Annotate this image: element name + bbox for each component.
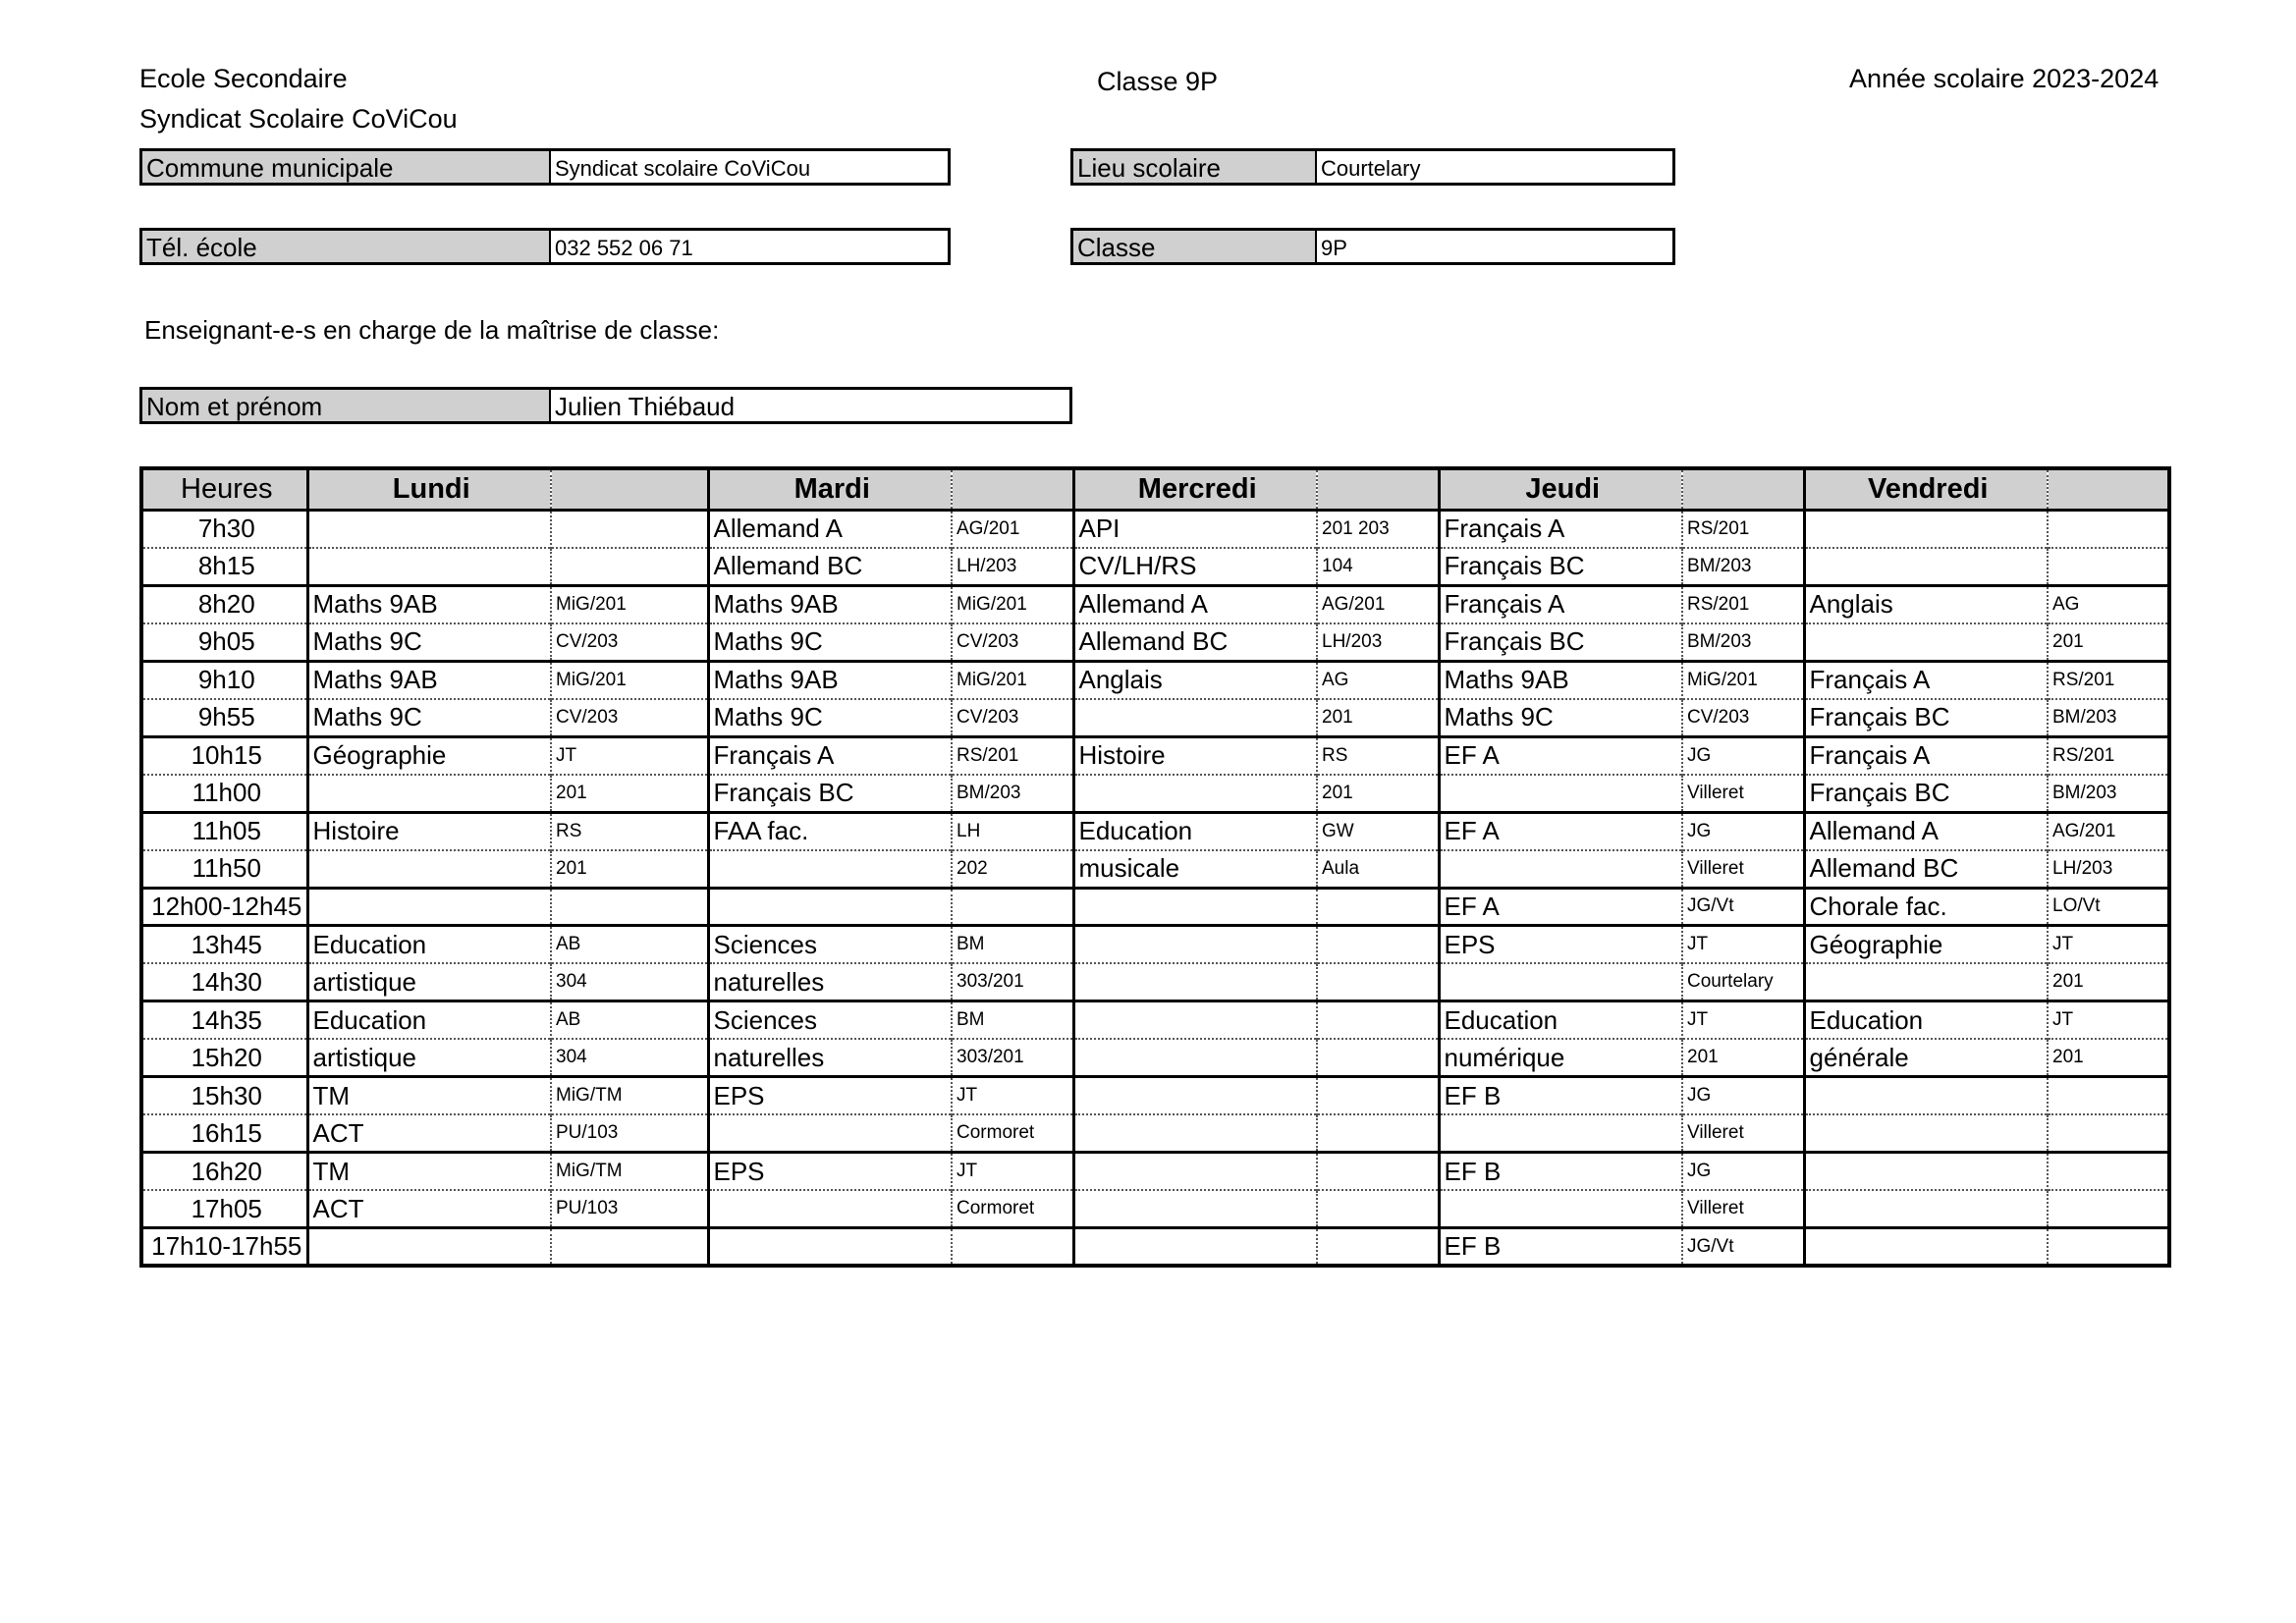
schedule-row: [141, 736, 2169, 775]
lieu-value: Courtelary: [1321, 156, 1421, 181]
subject-cell: Maths 9C: [307, 623, 551, 662]
subject-cell: Allemand A: [708, 510, 952, 548]
subject-cell: [307, 1228, 551, 1267]
room-cell: JT: [2048, 1001, 2169, 1040]
room-cell: [551, 510, 708, 548]
subject-cell: Français A: [1439, 510, 1682, 548]
room-cell: [551, 1228, 708, 1267]
room-cell: AB: [551, 926, 708, 964]
subject-cell: [1804, 1077, 2048, 1115]
time-cell: 17h10-17h55: [141, 1228, 307, 1267]
subject-cell: [307, 775, 551, 813]
room-cell: 201 203: [1317, 510, 1439, 548]
subject-cell: TM: [307, 1077, 551, 1115]
class-title: Classe 9P: [1097, 67, 1219, 96]
subject-cell: [1073, 1077, 1317, 1115]
tel-value: 032 552 06 71: [555, 236, 693, 260]
room-cell: BM: [952, 926, 1073, 964]
time-cell: 9h05: [141, 623, 307, 662]
room-cell: Villeret: [1682, 775, 1804, 813]
time-cell: 7h30: [141, 510, 307, 548]
room-cell: [2048, 510, 2169, 548]
time-cell: 16h20: [141, 1153, 307, 1191]
room-cell: RS: [551, 812, 708, 850]
lieu-label: Lieu scolaire: [1073, 151, 1317, 183]
room-cell: MiG/TM: [551, 1153, 708, 1191]
subject-cell: EF A: [1439, 888, 1682, 926]
day-header-vendredi: Vendredi: [1804, 468, 2048, 510]
subject-cell: Allemand BC: [708, 548, 952, 586]
room-cell: MiG/201: [551, 661, 708, 699]
subject-cell: Français A: [1804, 661, 2048, 699]
subject-cell: [1439, 963, 1682, 1001]
schedule-row: [141, 963, 2169, 1001]
room-cell: Cormoret: [952, 1114, 1073, 1153]
subject-cell: générale: [1804, 1039, 2048, 1077]
subject-cell: Maths 9C: [708, 699, 952, 737]
room-cell: MiG/201: [952, 585, 1073, 623]
room-cell: 304: [551, 963, 708, 1001]
room-cell: JT: [551, 736, 708, 775]
room-cell: JT: [952, 1153, 1073, 1191]
room-cell: Villeret: [1682, 1114, 1804, 1153]
subject-cell: [307, 888, 551, 926]
room-cell: BM/203: [1682, 548, 1804, 586]
day-header-spacer: [1682, 468, 1804, 510]
room-cell: LH: [952, 812, 1073, 850]
subject-cell: EPS: [708, 1077, 952, 1115]
subject-cell: Allemand BC: [1804, 850, 2048, 889]
subject-cell: CV/LH/RS: [1073, 548, 1317, 586]
room-cell: LH/203: [952, 548, 1073, 586]
schedule-row: [141, 1228, 2169, 1267]
schedule-row: [141, 775, 2169, 813]
room-cell: BM/203: [2048, 699, 2169, 737]
room-cell: [952, 1228, 1073, 1267]
room-cell: [1317, 1077, 1439, 1115]
room-cell: MiG/201: [1682, 661, 1804, 699]
day-header-spacer: [952, 468, 1073, 510]
room-cell: RS/201: [952, 736, 1073, 775]
subject-cell: [1073, 699, 1317, 737]
room-cell: [551, 888, 708, 926]
room-cell: JG: [1682, 1153, 1804, 1191]
schedule-table: [139, 466, 2171, 1268]
room-cell: JG: [1682, 812, 1804, 850]
subject-cell: Maths 9AB: [708, 661, 952, 699]
subject-cell: [1804, 1114, 2048, 1153]
room-cell: [2048, 1228, 2169, 1267]
room-cell: JG/Vt: [1682, 888, 1804, 926]
subject-cell: [708, 1190, 952, 1228]
room-cell: 202: [952, 850, 1073, 889]
subject-cell: [1073, 888, 1317, 926]
subject-cell: artistique: [307, 963, 551, 1001]
subject-cell: [1804, 548, 2048, 586]
room-cell: 201: [551, 850, 708, 889]
time-cell: 8h15: [141, 548, 307, 586]
room-cell: BM/203: [2048, 775, 2169, 813]
subject-cell: Histoire: [1073, 736, 1317, 775]
nom-label: Nom et prénom: [142, 390, 551, 421]
subject-cell: [1439, 850, 1682, 889]
subject-cell: Français BC: [1439, 548, 1682, 586]
subject-cell: [1804, 623, 2048, 662]
schedule-row: [141, 1077, 2169, 1115]
time-cell: 15h30: [141, 1077, 307, 1115]
room-cell: AG/201: [952, 510, 1073, 548]
subject-cell: Maths 9AB: [708, 585, 952, 623]
room-cell: LH/203: [1317, 623, 1439, 662]
header-row: [141, 468, 2169, 510]
room-cell: RS/201: [1682, 510, 1804, 548]
subject-cell: Maths 9AB: [1439, 661, 1682, 699]
subject-cell: [1073, 1001, 1317, 1040]
room-cell: CV/203: [551, 623, 708, 662]
subject-cell: [1804, 1228, 2048, 1267]
subject-cell: Français BC: [1804, 699, 2048, 737]
subject-cell: EF B: [1439, 1228, 1682, 1267]
schedule-row: [141, 888, 2169, 926]
subject-cell: [1073, 775, 1317, 813]
subject-cell: TM: [307, 1153, 551, 1191]
room-cell: JG/Vt: [1682, 1228, 1804, 1267]
classe-label: Classe: [1073, 231, 1317, 262]
day-header-lundi: Lundi: [307, 468, 551, 510]
commune-value: Syndicat scolaire CoViCou: [555, 156, 811, 181]
room-cell: [2048, 1153, 2169, 1191]
room-cell: [1317, 888, 1439, 926]
room-cell: 201: [2048, 623, 2169, 662]
room-cell: CV/203: [1682, 699, 1804, 737]
subject-cell: artistique: [307, 1039, 551, 1077]
subject-cell: Sciences: [708, 926, 952, 964]
schedule-row: [141, 585, 2169, 623]
room-cell: [2048, 1077, 2169, 1115]
room-cell: AG/201: [2048, 812, 2169, 850]
room-cell: RS/201: [2048, 661, 2169, 699]
room-cell: JT: [1682, 926, 1804, 964]
time-cell: 12h00-12h45: [141, 888, 307, 926]
subject-cell: EF A: [1439, 812, 1682, 850]
time-cell: 14h30: [141, 963, 307, 1001]
school-name: Ecole Secondaire: [139, 64, 348, 93]
schedule-row: [141, 812, 2169, 850]
room-cell: [1317, 1001, 1439, 1040]
room-cell: AB: [551, 1001, 708, 1040]
maitrise-text: Enseignant-e-s en charge de la maîtrise de classe:: [144, 315, 720, 345]
time-cell: 17h05: [141, 1190, 307, 1228]
subject-cell: [1073, 1190, 1317, 1228]
room-cell: JG: [1682, 1077, 1804, 1115]
room-cell: 104: [1317, 548, 1439, 586]
subject-cell: [1073, 1153, 1317, 1191]
subject-cell: Anglais: [1804, 585, 2048, 623]
room-cell: GW: [1317, 812, 1439, 850]
room-cell: [1317, 1114, 1439, 1153]
time-cell: 16h15: [141, 1114, 307, 1153]
tel-label: Tél. école: [142, 231, 551, 262]
lieu-box: [1070, 148, 1675, 186]
room-cell: 201: [1317, 775, 1439, 813]
room-cell: PU/103: [551, 1114, 708, 1153]
subject-cell: EF A: [1439, 736, 1682, 775]
hours-header: Heures: [141, 468, 307, 510]
room-cell: [2048, 1190, 2169, 1228]
room-cell: Cormoret: [952, 1190, 1073, 1228]
subject-cell: Français A: [708, 736, 952, 775]
room-cell: RS/201: [2048, 736, 2169, 775]
subject-cell: naturelles: [708, 1039, 952, 1077]
subject-cell: Allemand A: [1073, 585, 1317, 623]
room-cell: Courtelary: [1682, 963, 1804, 1001]
day-header-spacer: [551, 468, 708, 510]
room-cell: MiG/201: [952, 661, 1073, 699]
subject-cell: naturelles: [708, 963, 952, 1001]
classe-value: 9P: [1321, 236, 1347, 260]
subject-cell: [1073, 963, 1317, 1001]
day-header-spacer: [2048, 468, 2169, 510]
room-cell: RS: [1317, 736, 1439, 775]
room-cell: JT: [952, 1077, 1073, 1115]
time-cell: 14h35: [141, 1001, 307, 1040]
room-cell: MiG/TM: [551, 1077, 708, 1115]
subject-cell: [1439, 1114, 1682, 1153]
time-cell: 11h05: [141, 812, 307, 850]
subject-cell: Chorale fac.: [1804, 888, 2048, 926]
subject-cell: [1073, 926, 1317, 964]
subject-cell: Histoire: [307, 812, 551, 850]
day-header-mercredi: Mercredi: [1073, 468, 1317, 510]
room-cell: [952, 888, 1073, 926]
day-header-jeudi: Jeudi: [1439, 468, 1682, 510]
room-cell: AG/201: [1317, 585, 1439, 623]
room-cell: Aula: [1317, 850, 1439, 889]
subject-cell: [708, 1114, 952, 1153]
subject-cell: Français BC: [1439, 623, 1682, 662]
time-cell: 13h45: [141, 926, 307, 964]
nom-box: [139, 387, 1072, 424]
room-cell: [551, 548, 708, 586]
subject-cell: Sciences: [708, 1001, 952, 1040]
subject-cell: [708, 1228, 952, 1267]
room-cell: [1317, 1228, 1439, 1267]
subject-cell: ACT: [307, 1114, 551, 1153]
subject-cell: [1804, 510, 2048, 548]
room-cell: [1317, 963, 1439, 1001]
schedule-row: [141, 850, 2169, 889]
classe-box: [1070, 228, 1675, 265]
room-cell: JT: [2048, 926, 2169, 964]
room-cell: Villeret: [1682, 1190, 1804, 1228]
subject-cell: [708, 888, 952, 926]
subject-cell: EF B: [1439, 1077, 1682, 1115]
room-cell: CV/203: [551, 699, 708, 737]
time-cell: 10h15: [141, 736, 307, 775]
subject-cell: Français BC: [1804, 775, 2048, 813]
schedule-row: [141, 1001, 2169, 1040]
room-cell: 201: [551, 775, 708, 813]
schedule-row: [141, 510, 2169, 548]
schedule-row: [141, 699, 2169, 737]
schedule-row: [141, 926, 2169, 964]
subject-cell: Géographie: [307, 736, 551, 775]
schedule-row: [141, 548, 2169, 586]
tel-box: [139, 228, 951, 265]
time-cell: 9h55: [141, 699, 307, 737]
subject-cell: numérique: [1439, 1039, 1682, 1077]
schedule-row: [141, 1153, 2169, 1191]
school-year: Année scolaire 2023-2024: [1849, 64, 2159, 93]
day-header-mardi: Mardi: [708, 468, 952, 510]
room-cell: 201: [2048, 1039, 2169, 1077]
room-cell: [1317, 926, 1439, 964]
room-cell: [2048, 548, 2169, 586]
subject-cell: Maths 9AB: [307, 661, 551, 699]
room-cell: MiG/201: [551, 585, 708, 623]
subject-cell: [1073, 1114, 1317, 1153]
syndicat-name: Syndicat Scolaire CoViCou: [139, 104, 458, 134]
subject-cell: [1804, 1153, 2048, 1191]
subject-cell: Géographie: [1804, 926, 2048, 964]
room-cell: CV/203: [952, 699, 1073, 737]
subject-cell: [1073, 1039, 1317, 1077]
subject-cell: Education: [1804, 1001, 2048, 1040]
subject-cell: [307, 548, 551, 586]
subject-cell: [1439, 775, 1682, 813]
subject-cell: Education: [1439, 1001, 1682, 1040]
subject-cell: FAA fac.: [708, 812, 952, 850]
room-cell: PU/103: [551, 1190, 708, 1228]
subject-cell: [307, 850, 551, 889]
subject-cell: Education: [1073, 812, 1317, 850]
commune-label: Commune municipale: [142, 151, 551, 183]
subject-cell: Français A: [1439, 585, 1682, 623]
subject-cell: EPS: [1439, 926, 1682, 964]
subject-cell: [1804, 963, 2048, 1001]
subject-cell: Maths 9C: [307, 699, 551, 737]
room-cell: JT: [1682, 1001, 1804, 1040]
room-cell: Villeret: [1682, 850, 1804, 889]
subject-cell: EPS: [708, 1153, 952, 1191]
time-cell: 9h10: [141, 661, 307, 699]
subject-cell: EF B: [1439, 1153, 1682, 1191]
room-cell: CV/203: [952, 623, 1073, 662]
time-cell: 8h20: [141, 585, 307, 623]
room-cell: 201: [2048, 963, 2169, 1001]
subject-cell: Maths 9C: [708, 623, 952, 662]
room-cell: RS/201: [1682, 585, 1804, 623]
room-cell: 304: [551, 1039, 708, 1077]
room-cell: [1317, 1039, 1439, 1077]
subject-cell: Allemand BC: [1073, 623, 1317, 662]
subject-cell: Anglais: [1073, 661, 1317, 699]
nom-value: Julien Thiébaud: [555, 392, 736, 421]
subject-cell: [1073, 1228, 1317, 1267]
room-cell: BM/203: [952, 775, 1073, 813]
subject-cell: [307, 510, 551, 548]
room-cell: [2048, 1114, 2169, 1153]
subject-cell: Education: [307, 1001, 551, 1040]
subject-cell: [708, 850, 952, 889]
schedule-row: [141, 623, 2169, 662]
room-cell: 303/201: [952, 1039, 1073, 1077]
room-cell: [1317, 1153, 1439, 1191]
commune-box: [139, 148, 951, 186]
subject-cell: [1804, 1190, 2048, 1228]
subject-cell: Français A: [1804, 736, 2048, 775]
room-cell: LH/203: [2048, 850, 2169, 889]
schedule-row: [141, 1190, 2169, 1228]
room-cell: 201: [1317, 699, 1439, 737]
subject-cell: Français BC: [708, 775, 952, 813]
subject-cell: musicale: [1073, 850, 1317, 889]
room-cell: AG: [1317, 661, 1439, 699]
subject-cell: Maths 9C: [1439, 699, 1682, 737]
room-cell: BM/203: [1682, 623, 1804, 662]
room-cell: LO/Vt: [2048, 888, 2169, 926]
room-cell: 201: [1682, 1039, 1804, 1077]
subject-cell: Maths 9AB: [307, 585, 551, 623]
room-cell: BM: [952, 1001, 1073, 1040]
subject-cell: [1439, 1190, 1682, 1228]
schedule-row: [141, 1114, 2169, 1153]
day-header-spacer: [1317, 468, 1439, 510]
subject-cell: Allemand A: [1804, 812, 2048, 850]
schedule-row: [141, 661, 2169, 699]
time-cell: 11h00: [141, 775, 307, 813]
room-cell: AG: [2048, 585, 2169, 623]
time-cell: 11h50: [141, 850, 307, 889]
schedule-row: [141, 1039, 2169, 1077]
subject-cell: Education: [307, 926, 551, 964]
room-cell: 303/201: [952, 963, 1073, 1001]
room-cell: [1317, 1190, 1439, 1228]
room-cell: JG: [1682, 736, 1804, 775]
subject-cell: API: [1073, 510, 1317, 548]
time-cell: 15h20: [141, 1039, 307, 1077]
subject-cell: ACT: [307, 1190, 551, 1228]
